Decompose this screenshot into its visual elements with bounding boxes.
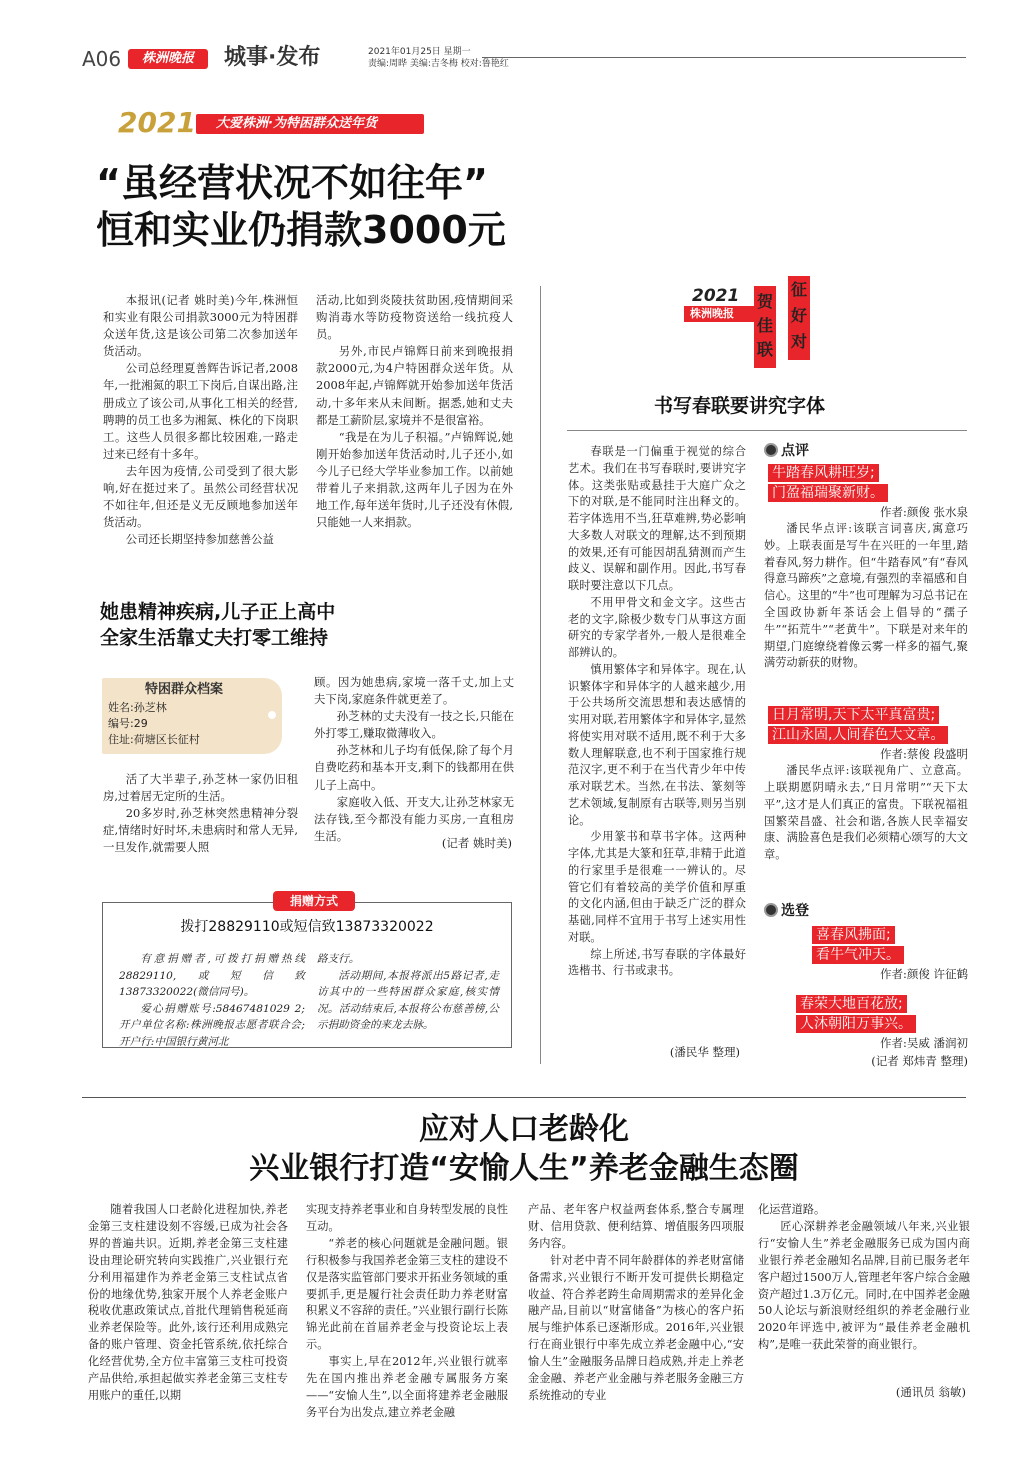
story3-byline: (通讯员 翁敏) <box>895 1385 966 1399</box>
couplet-logo <box>684 272 812 376</box>
paragraph: 随着我国人口老龄化进程加快,养老金第三支柱建设刻不容缓,已成为社会各界的普遍共识。近期,养老金第三支柱建设由理论研究转向实践推广,兴业银行充分利用福建作为养老金第三支柱试点省份的地缘优势,独家开展个人养老金账户税收优惠政策试点,首批代理销售税延商业养老保险等。此外,该行还利用成熟完备的账户管理、资金托管系统,依托综合化经营优势,全方位丰富第三支柱可投资产品供给,承担起做实养老金第三支柱专用账户的重任,以期 <box>88 1203 288 1402</box>
paragraph: 孙芝林的丈夫没有一技之长,只能在外打零工,赚取微薄收入。 <box>314 709 514 741</box>
comment-icon <box>764 443 778 457</box>
editors-line: 责编:周晔 美编:吉冬梅 校对:鲁艳红 <box>368 59 509 69</box>
donation-hotline: 拨打28829110或短信致13873320022 <box>180 919 434 935</box>
banner-slogan: 大爱株洲·为特困群众送年货 <box>216 116 377 131</box>
selected-label: 选登 <box>781 903 809 919</box>
couplet-col1-byline: (潘民华 整理) <box>669 1045 740 1059</box>
page-number: A06 <box>82 47 122 71</box>
paragraph: 另外,市民卢锦辉日前来到晚报捐款2000元,为4户特困群众送年货。从2008年起,卢锦辉就开始参加送年货活动,十多年来从未间断。据悉,她和丈夫都是工薪阶层,家境并不是很富裕。 <box>316 344 513 427</box>
archive-title: 特困群众档案 <box>144 682 223 697</box>
paragraph: 实现支持养老事业和自身转型发展的良性互动。 <box>306 1203 508 1233</box>
logo-word: 佳 <box>757 316 774 335</box>
pair4-author: 作者:吴威 潘润初 <box>879 1036 968 1050</box>
donation-column1 <box>119 951 305 1050</box>
logo-word: 贺 <box>757 292 774 311</box>
couplet-line: 人沐朝阳万事兴。 <box>796 1015 916 1033</box>
couplet-pair1 <box>764 462 968 502</box>
paragraph: 针对老中青不同年龄群体的养老财富储备需求,兴业银行不断开发可提供长期稳定收益、符合养老跨生命周期需求的差异化金融产品,目前以“财富储备”为核心的客户拓展与维护体系已逐渐形成。2016年,兴业银行在商业银行中率先成立养老金融中心,“安愉人生”金融服务品牌日趋成熟,并走上养老金金融、养老产业金融与养老服务金融三方系统推动的专业 <box>528 1253 744 1402</box>
paragraph: 20多岁时,孙芝林突然患精神分裂症,情绪时好时坏,未患病时和常人无异,一旦发作,就需要人照 <box>103 806 298 855</box>
story2-headline-line1: 她患精神疾病,儿子正上高中 <box>100 601 336 623</box>
archive-name: 姓名:孙芝林 <box>108 701 167 714</box>
column-separator <box>540 286 541 1064</box>
paragraph: 有意捐赠者,可拨打捐赠热线28829110,或短信致13873320022(微信同号)。 <box>119 953 305 998</box>
banner-year: 2021 <box>118 106 196 139</box>
archive-tag-hole <box>268 711 276 719</box>
paragraph: 活了大半辈子,孙芝林一家仍旧租房,过着居无定所的生活。 <box>103 772 298 804</box>
paragraph: 不用甲骨文和金文字。这些古老的文字,除极少数专门从事这方面研究的专家学者外,一般人是很难全部辨认的。 <box>568 595 746 659</box>
story1-column1 <box>103 292 298 548</box>
couplet-line: 门盈福瑞聚新财。 <box>768 484 888 502</box>
comment-tag <box>764 440 968 460</box>
pair2-author: 作者:蔡俊 段盛明 <box>879 747 968 762</box>
section-title: 城事·发布 <box>224 45 321 70</box>
archive-card <box>102 678 282 754</box>
donation-box <box>102 894 512 1048</box>
date-line: 2021年01月25日 星期一 <box>368 47 471 57</box>
paragraph: 本报讯(记者 姚时美)今年,株洲恒和实业有限公司捐款3000元为特困群众送年货,这是该公司第二次参加送年货活动。 <box>103 293 298 359</box>
couplet-title: 书写春联要讲究字体 <box>654 395 826 417</box>
story3-column3 <box>528 1202 744 1405</box>
donation-column2 <box>317 951 499 1034</box>
section-divider <box>82 1097 966 1098</box>
story3-column4 <box>758 1202 970 1354</box>
couplet-column2 <box>764 440 968 864</box>
comment-label: 点评 <box>781 443 809 459</box>
paragraph: 匠心深耕养老金融领域八年来,兴业银行“安愉人生”养老金融服务已成为国内商业银行养老金融知名品牌,目前已服务老年客户超过1500万人,管理老年客户综合金融资产超过1.3万亿元。同时,在中国养老金融50人论坛与新浪财经组织的养老金融行业2020年评选中,被评为“最佳养老金融机构”,是唯一获此荣誉的商业银行。 <box>758 1219 970 1352</box>
paragraph: 活动,比如到炎陵扶贫助困,疫情期间采购消毒水等防疫物资送给一线抗疫人员。 <box>316 293 513 342</box>
pair2-comment <box>764 763 968 864</box>
story3-headline-line2: 兴业银行打造“安愉人生”养老金融生态圈 <box>249 1151 799 1186</box>
couplet-line: 看牛气冲天。 <box>812 946 904 964</box>
paragraph: 爱心捐赠账号:58467481029 2;开户单位名称:株洲晚报志愿者联合会;开户行:中国银行黄河北 <box>119 1002 305 1048</box>
paragraph: 家庭收入低、开支大,让孙芝林家无法存钱,至今都没有能力买房,一直租房生活。 <box>314 794 514 843</box>
couplet-line: 喜春风拂面; <box>812 926 895 944</box>
paragraph: “我是在为儿子积福。”卢锦辉说,她刚开始参加送年货活动时,儿子还小,如今儿子已经大学毕业参加工作。以前她带着儿子来捐款,这两年儿子因为在外地工作,每年送年货时,儿子还没有休假,只能她一人来捐款。 <box>316 429 513 530</box>
couplet-line: 春荣大地百花放; <box>796 995 907 1013</box>
couplet-line: 江山永固,人间春色大文章。 <box>768 726 948 744</box>
paragraph: 潘民华点评:该联言词喜庆,寓意巧妙。上联表面是写牛在兴旺的一年里,踏着春风,努力耕作。但“牛踏春风”有“春风得意马蹄疾”之意境,有强烈的幸福感和自信心。这里的“牛”也可理解为习总书记在全国政协新年茶话会上倡导的“孺子牛”“拓荒牛”“老黄牛”。下联是对来年的期望,门庭缭绕着像云雾一样多的福气,聚满劳动新获的财物。 <box>764 522 968 670</box>
pair1-comment <box>764 521 968 672</box>
logo-word: 联 <box>757 340 774 359</box>
logo-word: 征 <box>791 280 808 299</box>
paragraph: 少用篆书和草书字体。这两种字体,尤其是大篆和狂草,非精于此道的行家里手是很难一一辨认的。尽管它们有着较高的美学价值和厚重的文化内涵,但由于缺乏广泛的群众基础,同样不宜用于书写上述实用性对联。 <box>568 830 746 944</box>
logo-word: 好 <box>791 306 808 325</box>
logo-word: 对 <box>791 332 808 351</box>
paragraph: 路支行。 <box>317 953 360 965</box>
paragraph: 去年因为疫情,公司受到了很大影响,好在挺过来了。虽然公司经营状况不如往年,但还是义无反顾地参加送年货活动。 <box>103 463 298 530</box>
paragraph: 产品、老年客户权益两套体系,整合专属理财、信用贷款、便利结算、增值服务四项服务内容。 <box>528 1203 744 1250</box>
couplet-title-rule <box>567 430 967 431</box>
couplet-column1 <box>568 444 746 980</box>
story2-column1 <box>103 771 298 856</box>
story2-headline <box>100 599 520 651</box>
story1-headline-line2: 恒和实业仍捐款3000元 <box>96 208 506 252</box>
couplet-line: 牛踏春风耕旺岁; <box>768 464 879 482</box>
campaign-banner <box>112 108 427 140</box>
couplet-line: 日月常明,天下太平真富贵; <box>768 706 939 724</box>
couplet-col2-byline: (记者 郑炜青 整理) <box>871 1054 968 1068</box>
paragraph: 孙芝林和儿子均有低保,除了每个月自费吃药和基本开支,剩下的钱都用在供儿子上高中。 <box>314 743 514 792</box>
paragraph: 综上所述,书写春联的字体最好选楷书、行书或隶书。 <box>568 947 746 978</box>
selected-section <box>764 900 968 1070</box>
paragraph: 公司还长期坚持参加慈善公益 <box>125 532 274 547</box>
story3-headline <box>82 1111 966 1189</box>
couplet-pair4 <box>764 993 968 1033</box>
logo-year: 2021 <box>692 286 740 306</box>
donation-label: 捐赠方式 <box>273 891 355 911</box>
newspaper-logo: 株洲晚报 <box>128 49 208 69</box>
story3-column1 <box>88 1202 288 1405</box>
archive-address: 住址:荷塘区长征村 <box>108 733 200 746</box>
story2-column2 <box>314 674 514 845</box>
paragraph: “养老的核心问题就是金融问题。银行积极参与我国养老金第三支柱的建设不仅是落实监管部门要求开拓业务领域的重要抓手,更是履行社会责任助力养老财富积累义不容辞的责任。”兴业银行副行长陈锦光此前在首届养老金与投资论坛上表示。 <box>306 1236 508 1352</box>
story2-byline: (记者 姚时美) <box>441 836 512 850</box>
story3-column2 <box>306 1202 508 1422</box>
paragraph: 慎用繁体字和异体字。现在,认识繁体字和异体字的人越来越少,用于公共场所交流思想和表达感情的实用对联,若用繁体字和异体字,显然将使实用对联不适用,既不利于大多数人理解联意,也不利于国家推行规范汉字,更不利于在当代青少年中传承对联艺术。当然,在书法、篆刻等艺术领域,复制原有古联等,则另当别论。 <box>568 662 746 827</box>
story1-headline-line1: “虽经营状况不如往年” <box>96 161 488 205</box>
header-rule <box>482 57 966 58</box>
paragraph: 事实上,早在2012年,兴业银行就率先在国内推出养老金融专属服务方案——“安愉人生”,以全面将建养老金融服务平台为出发点,建立养老金融 <box>306 1355 508 1419</box>
paragraph: 化运营道路。 <box>758 1203 826 1216</box>
paragraph: 春联是一门偏重于视觉的综合艺术。我们在书写春联时,要讲究字体。这类张贴或悬挂于大庭广众之下的对联,是不能同时注出释文的。若字体选用不当,狂草难辨,势必影响大多数人对联文的理解,达不到预期的效果,还有可能因胡乱猜测而产生歧义、误解和副作用。因此,书写春联时要注意以下几点。 <box>568 445 746 592</box>
story1-headline <box>96 160 656 254</box>
story1-column2 <box>316 292 513 531</box>
couplet-pair2 <box>764 704 968 744</box>
archive-number: 编号:29 <box>108 717 148 730</box>
paragraph: 公司总经理夏善辉告诉记者,2008年,一批湘氮的职工下岗后,自谋出路,注册成立了该公司,从事化工相关的经营,聘聘的员工也多为湘氮、株化的下岗职工。这些人员很多都比较困难,一路走过来已经有十多年。 <box>103 361 298 461</box>
pair3-author: 作者:颜俊 许征鹤 <box>879 967 968 981</box>
logo-paper: 株洲晚报 <box>690 307 734 320</box>
story3-headline-line1: 应对人口老龄化 <box>419 1112 629 1147</box>
selected-icon <box>764 903 778 917</box>
paragraph: 活动期间,本报将派出5路记者,走访其中的一些特困群众家庭,核实情况。活动结束后,本报将公布慈善榜,公示捐助资金的来龙去脉。 <box>317 969 499 1031</box>
paragraph: 顾。因为她患病,家境一落千丈,加上丈夫下岗,家庭条件就更差了。 <box>314 675 514 707</box>
paragraph: 潘民华点评:该联视角广、立意高。上联期愿阴晴永去,“日月常明”“天下太平”,这才是人们真正的富贵。下联祝福祖国繁荣昌盛、社会和谐,各族人民幸福安康、满脸喜色是我们必须精心颂写的大文章。 <box>764 764 968 862</box>
pair1-author: 作者:颜俊 张水泉 <box>879 505 968 519</box>
selected-tag <box>764 900 968 920</box>
couplet-pair3 <box>764 924 968 964</box>
story2-headline-line2: 全家生活靠丈夫打零工维持 <box>100 627 329 649</box>
